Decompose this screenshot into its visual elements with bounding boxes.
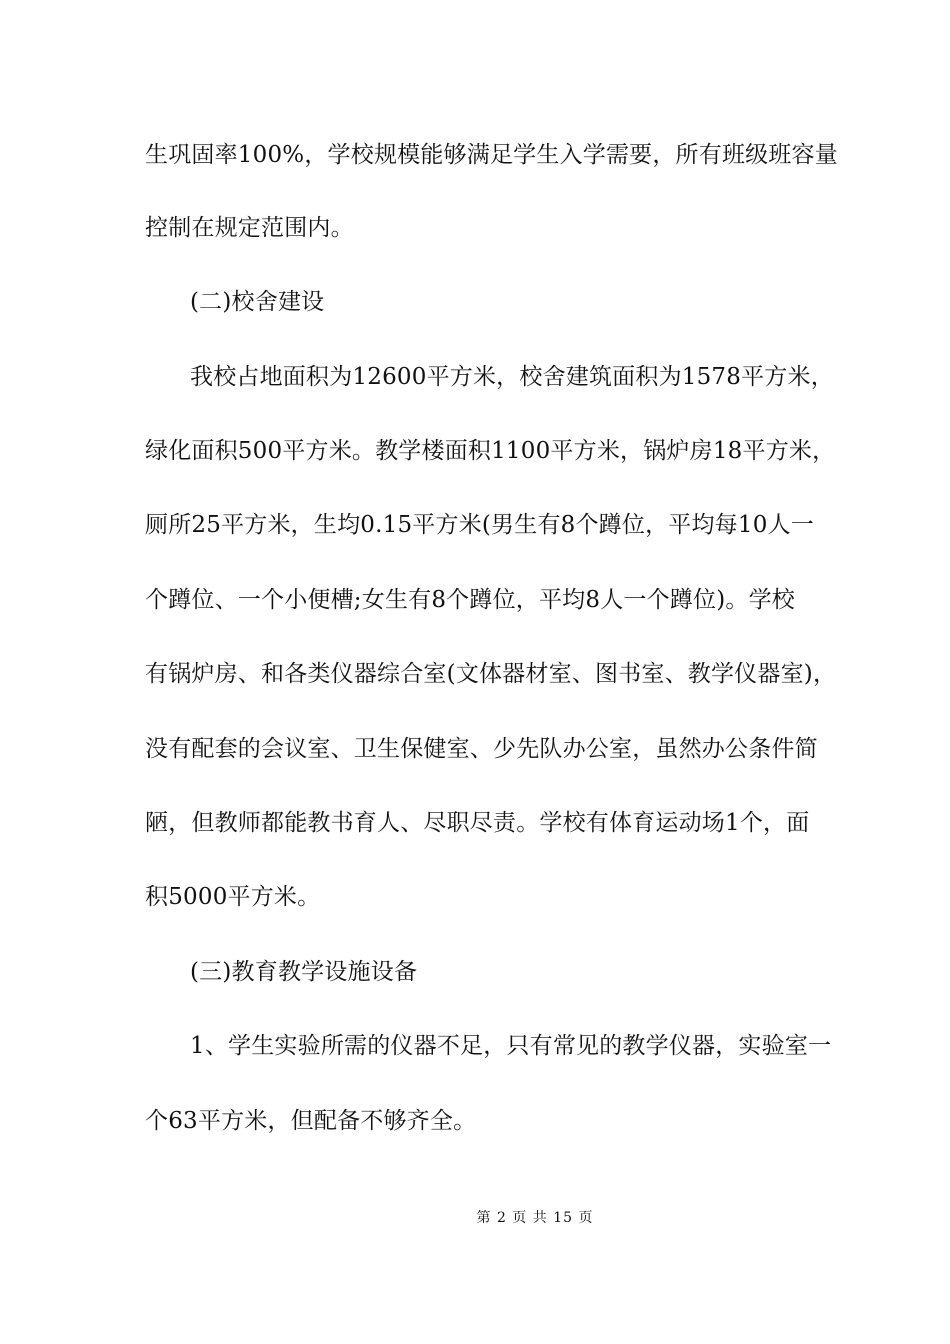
page-footer: 第 2 页 共 15 页: [476, 1210, 594, 1226]
paragraph-line: 生巩固率100%，学校规模能够满足学生入学需要，所有班级班容量: [145, 142, 838, 168]
paragraph-line: 没有配套的会议室、卫生保健室、少先队办公室，虽然办公条件简: [145, 736, 818, 762]
paragraph-line: 积5000平方米。: [145, 884, 321, 910]
paragraph-line: 个63平方米，但配备不够齐全。: [145, 1108, 477, 1134]
section-heading: (三)教育教学设施设备: [190, 959, 418, 985]
paragraph-line: 控制在规定范围内。: [145, 215, 354, 241]
paragraph-line: 厕所25平方米，生均0.15平方米(男生有8个蹲位，平均每10人一: [145, 512, 814, 538]
paragraph-line: 1、学生实验所需的仪器不足，只有常见的教学仪器，实验室一: [190, 1033, 832, 1059]
paragraph-line: 个蹲位、一个小便槽;女生有8个蹲位，平均8人一个蹲位)。学校: [145, 587, 795, 613]
paragraph-line: 陋，但教师都能教书育人、尽职尽责。学校有体育运动场1个，面: [145, 810, 810, 836]
paragraph-line: 绿化面积500平方米。教学楼面积1100平方米，锅炉房18平方米，: [145, 438, 836, 464]
paragraph-line: 我校占地面积为12600平方米，校舍建筑面积为1578平方米，: [190, 364, 834, 390]
section-heading: (二)校舍建设: [190, 289, 325, 315]
paragraph-line: 有锅炉房、和各类仪器综合室(文体器材室、图书室、教学仪器室)，: [145, 661, 837, 687]
